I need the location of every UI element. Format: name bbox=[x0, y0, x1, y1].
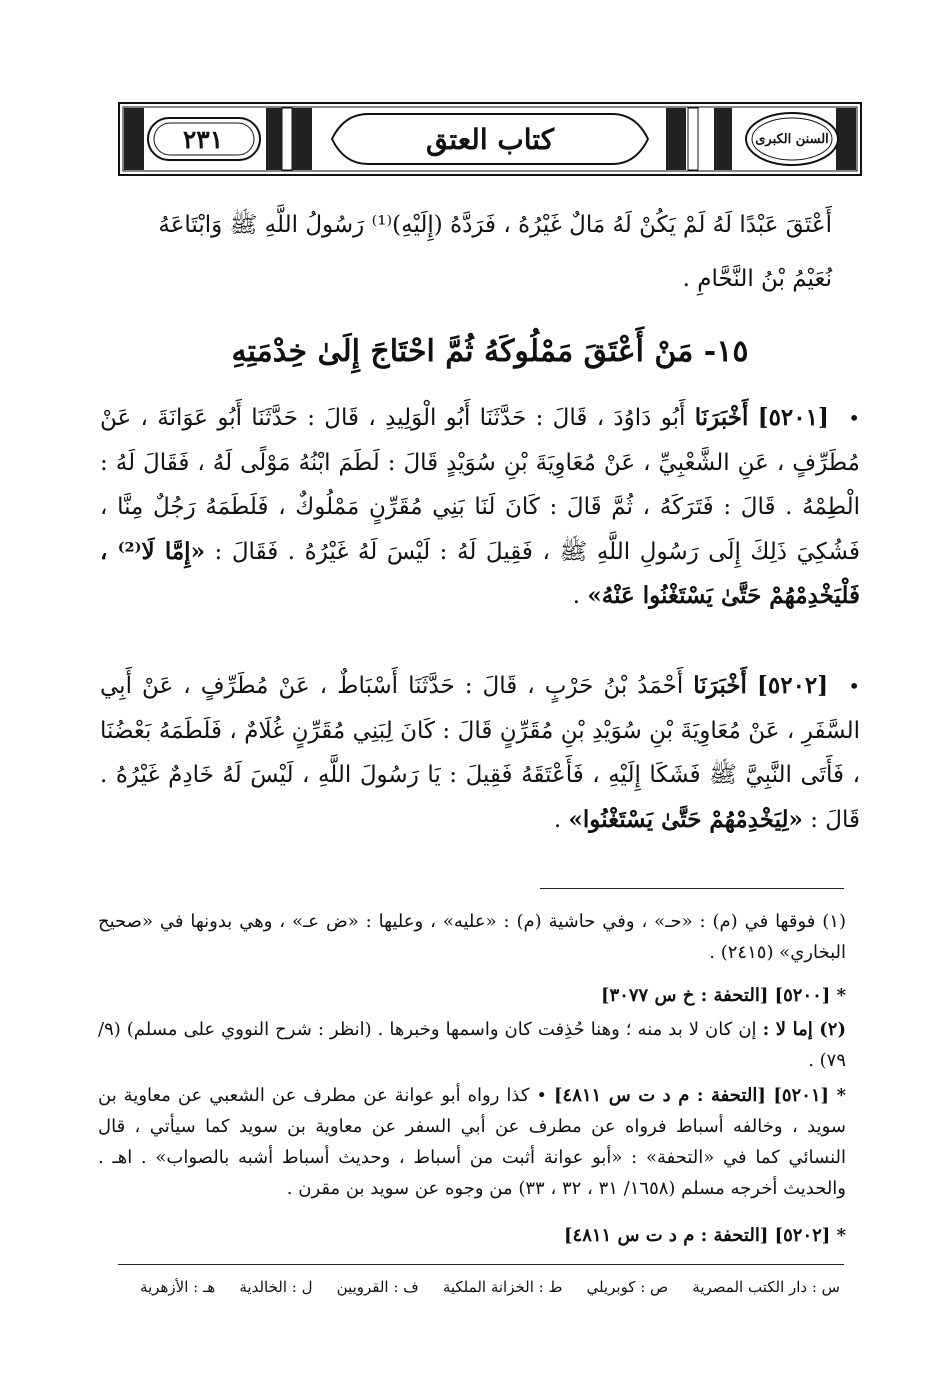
reference-5201 bbox=[98, 1080, 846, 1204]
source-item: ط : الخزانة الملكية bbox=[442, 1278, 563, 1296]
sources-legend bbox=[140, 1272, 840, 1302]
book-title: كتاب العتق bbox=[425, 122, 555, 156]
hadith-number: [٥٢٠٢] bbox=[756, 672, 829, 699]
hadith-akhbarana: أَخْبَرَنَا bbox=[694, 404, 749, 431]
page-header bbox=[118, 102, 862, 176]
source-item: ل : الخالدية bbox=[239, 1278, 313, 1296]
footnote-1: (١) فوقها في (م) : «حـ» ، وفي حاشية (م) : «عليه» ، وعليها : «ض عـ» ، وهي بدونها في «صحيح البخاري» (٢٤١٥) . bbox=[98, 911, 846, 963]
section-heading: ١٥- مَنْ أَعْتَقَ مَمْلُوكَهُ ثُمَّ احْتَاجَ إِلَىٰ خِدْمَتِهِ bbox=[231, 334, 749, 369]
bullet-icon: • bbox=[848, 674, 860, 698]
hadith-number: [٥٢٠١] bbox=[757, 404, 829, 431]
sources-separator bbox=[118, 1264, 844, 1265]
hadith-text: أَبُو دَاوُدَ ، قَالَ : حَدَّثَنَا أَبُو الْوَلِيدِ ، قَالَ : حَدَّثَنَا أَبُو عَوَانَةَ ، عَنْ مُطَرِّفٍ ، عَنِ الشَّعْبِيِّ ، عَنْ مُعَاوِيَةَ بْنِ سُوَيْدٍ قَالَ : لَطَمَ ابْنُهُ مَوْلًى لَهُ ، فَقَالَ لَهُ : الْطِمْهُ . قَالَ : فَتَرَكَهُ ، ثُمَّ قَالَ : كَانَ لَنَا بَنِي مُقَرِّنٍ مَمْلُوكٌ ، فَلَطَمَهُ رَجُلٌ مِنَّا ، فَشُكِيَ ذَلِكَ إِلَى رَسُولِ اللَّهِ ﷺ ، فَقِيلَ لَهُ : لَيْسَ لَهُ غَيْرُهُ . فَقَالَ : bbox=[100, 405, 861, 565]
paragraph-line: أَعْتَقَ عَبْدًا لَهُ لَمْ يَكُنْ لَهُ مَالٌ غَيْرُهُ ، فَرَدَّهُ (إِلَيْهِ)⁽¹⁾ رَسُولُ اللَّهِ ﷺ وَابْتَاعَهُ bbox=[158, 212, 832, 238]
bullet-icon: • bbox=[848, 406, 860, 430]
hadith-quote: «لِيَخْدِمْهُمْ حَتَّىٰ يَسْتَغْنُوا» bbox=[568, 805, 803, 833]
footnote-separator bbox=[540, 888, 844, 889]
reference-5201-text: • كذا رواه أبو عوانة عن مطرف عن الشعبي عن معاوية بن سويد ، وخالفه أسباط فرواه عن مطرف عن أبي السفر عن معاوية بن سويد كما سيأتي ، قال النسائي كما في «التحفة» : «أبو عوانة أثبت من أسباط ، وحديث أسباط أشبه بالصواب» . اهـ . والحديث أخرجه مسلم (١٦٥٨/ ٣١ ، ٣٢ ، ٣٣) من وجوه عن سويد بن مقرن . bbox=[98, 1085, 846, 1199]
page-number: ٢٣١ bbox=[182, 124, 224, 154]
paragraph-line: نُعَيْمُ بْنُ النَّحَّامِ . bbox=[682, 266, 832, 292]
hadith-akhbarana: أَخْبَرَنَا bbox=[693, 672, 747, 699]
hadith-entry bbox=[100, 396, 860, 619]
source-item: ف : القرويين bbox=[336, 1278, 419, 1296]
hadith-end: . bbox=[553, 806, 569, 833]
footnote-2-text: إن كان لا بد منه ؛ وهنا حُذِفت كان واسمها وخبرها . (انظر : شرح النووي على مسلم) (٩/ ٧٩) . bbox=[98, 1019, 846, 1071]
source-item: هـ : الأزهرية bbox=[140, 1278, 216, 1296]
reference-5200: * [٥٢٠٠] [التحفة : خ س ٣٠٧٧] bbox=[601, 985, 846, 1006]
seal-logo: السنن الكبرى bbox=[755, 131, 829, 147]
footnote-2 bbox=[98, 1014, 846, 1076]
hadith-quote: «إِمَّا لَا⁽²⁾ ، فَلْيَخْدِمْهُمْ حَتَّىٰ يَسْتَغْنُوا عَنْهُ» bbox=[100, 537, 860, 609]
source-item: س : دار الكتب المصرية bbox=[692, 1278, 840, 1296]
reference-5201-label: * [٥٢٠١] [التحفة : م د ت س ٤٨١١] bbox=[554, 1085, 846, 1106]
hadith-text: أَحْمَدُ بْنُ حَرْبٍ ، قَالَ : حَدَّثَنَا أَسْبَاطٌ ، عَنْ مُطَرِّفٍ ، عَنْ أَبِي السَّفَرِ ، عَنْ مُعَاوِيَةَ بْنِ سُوَيْدِ بْنِ مُقَرِّنٍ قَالَ : كَانَ لِبَنِي مُقَرِّنٍ غُلَامٌ ، فَلَطَمَهُ بَعْضُنَا ، فَأَتَى النَّبِيَّ ﷺ فَشَكَا إِلَيْهِ ، فَأَعْتَقَهُ فَقِيلَ : يَا رَسُولَ اللَّهِ ، لَيْسَ لَهُ خَادِمٌ غَيْرُهُ . قَالَ : bbox=[100, 673, 860, 833]
source-item: ص : كوبريلي bbox=[586, 1278, 669, 1296]
reference-5202: * [٥٢٠٢] [التحفة : م د ت س ٤٨١١] bbox=[564, 1225, 846, 1246]
footnote-2-label: (٢) إما لا : bbox=[762, 1019, 846, 1040]
hadith-entry bbox=[100, 664, 860, 842]
hadith-end: . bbox=[572, 583, 588, 609]
